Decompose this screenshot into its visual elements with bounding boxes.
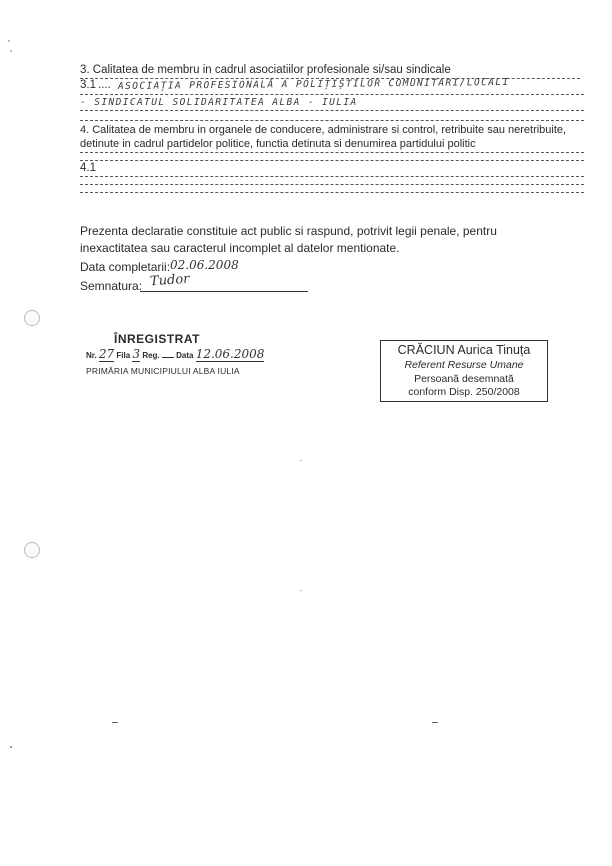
registration-institution: PRIMĂRIA MUNICIPIULUI ALBA IULIA bbox=[86, 366, 240, 376]
scan-speck bbox=[300, 460, 302, 461]
section3-entry-line2: - SINDICATUL SOLIDARITATEA ALBA - IULIA bbox=[80, 97, 358, 108]
ruled-line bbox=[80, 120, 584, 121]
registration-reg-blank bbox=[162, 357, 174, 358]
registration-title: ÎNREGISTRAT bbox=[114, 332, 200, 346]
scan-speck bbox=[10, 746, 12, 748]
official-stamp-line4: conform Disp. 250/2008 bbox=[408, 386, 520, 398]
ruled-line bbox=[80, 184, 584, 185]
section4-item-number: 4.1 bbox=[80, 162, 96, 174]
official-stamp-role: Referent Resurse Umane bbox=[404, 359, 524, 371]
punch-hole bbox=[24, 542, 40, 558]
section3-item-number: 3.1 bbox=[80, 79, 96, 91]
official-stamp-name: CRĂCIUN Aurica Tinuța bbox=[397, 343, 531, 357]
scan-speck bbox=[300, 590, 302, 591]
official-stamp bbox=[380, 340, 548, 402]
declaration-line1: Prezenta declaratie constituie act public si raspund, potrivit legii penale, pentru bbox=[80, 224, 497, 238]
ruled-line bbox=[80, 176, 584, 177]
section4-heading-line1: 4. Calitatea de membru in organele de conducere, administrare si control, retribuite sau neretribuite, bbox=[80, 124, 567, 136]
registration-fila-label: Fila bbox=[116, 351, 131, 360]
scan-speck bbox=[112, 722, 118, 723]
section3-entry-line1: ASOCIAȚIA PROFESIONALĂ A POLIȚIȘTILOR COMUNITARI/LOCALI bbox=[117, 76, 510, 92]
ruled-line bbox=[80, 152, 584, 153]
ruled-line bbox=[80, 110, 584, 111]
ruled-line bbox=[80, 160, 584, 161]
registration-fila-value: 3 bbox=[132, 347, 141, 361]
signature-label: Semnatura: bbox=[80, 279, 143, 293]
scan-speck bbox=[432, 722, 438, 723]
date-value: 02.06.2008 bbox=[170, 258, 239, 272]
registration-fields bbox=[86, 347, 264, 361]
punch-hole bbox=[24, 310, 40, 326]
registration-data-label: Data bbox=[176, 351, 194, 360]
registration-data-value: 12.06.2008 bbox=[195, 347, 265, 361]
registration-nr-label: Nr. bbox=[86, 351, 97, 360]
registration-nr-value: 27 bbox=[98, 347, 115, 361]
scan-speck bbox=[10, 50, 12, 52]
scan-speck bbox=[8, 40, 10, 42]
section3-heading: 3. Calitatea de membru in cadrul asociatiilor profesionale si/sau sindicale bbox=[80, 64, 451, 76]
signature-line bbox=[140, 291, 308, 292]
ruled-line bbox=[80, 192, 584, 193]
official-stamp-line3: Persoană desemnată bbox=[414, 373, 514, 385]
section3-item-dots: .... bbox=[98, 79, 111, 91]
ruled-line bbox=[80, 94, 584, 95]
date-label: Data completarii: bbox=[80, 260, 171, 274]
declaration-line2: inexactitatea sau caracterul incomplet al datelor mentionate. bbox=[80, 241, 400, 255]
signature-value: Tudor bbox=[149, 271, 190, 290]
registration-reg-label: Reg. bbox=[142, 351, 160, 360]
section4-heading-line2: detinute in cadrul partidelor politice, functia detinuta si denumirea partidului politic bbox=[80, 138, 476, 150]
